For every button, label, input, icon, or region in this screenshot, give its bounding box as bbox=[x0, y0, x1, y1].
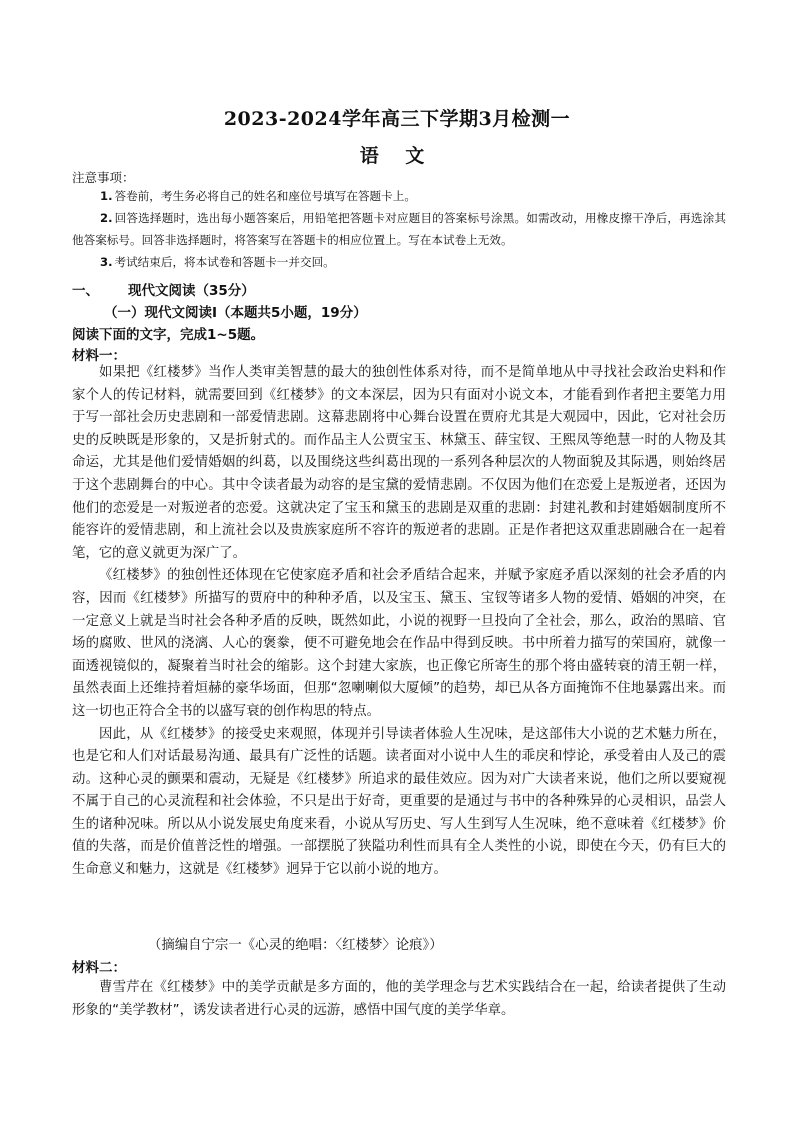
material-one-label: 材料一： bbox=[72, 348, 126, 364]
notice-item-text: 考试结束后，将本试卷和答题卡一并交回。 bbox=[114, 255, 335, 269]
notice-item-number: 2. bbox=[100, 211, 113, 225]
material-one-text bbox=[72, 362, 726, 882]
section-heading bbox=[72, 279, 255, 299]
paragraph: 曹雪芹在《红楼梦》中的美学贡献是多方面的，他的美学理念与艺术实践结合在一起，给读者提供了生动形象的“美学教材”，诱发读者进行心灵的远游，感悟中国气度的美学华章。 bbox=[72, 980, 726, 1018]
notice-item-number: 1. bbox=[100, 189, 113, 203]
notice-list bbox=[72, 185, 726, 273]
notice-heading: 注意事项： bbox=[72, 170, 135, 185]
paragraph: 因此，从《红楼梦》的接受史来观照，体现并引导读者体验人生况味，是这部伟大小说的艺术魅力所在，也是它和人们对话最易沟通、最具有广泛性的话题。读者面对小说中人生的乖戾和悖论，承受着由人及己的震动。这种心灵的颤栗和震动，无疑是《红楼梦》所追求的最佳效应。因为对广大读者来说，他们之所以要窥视不属于自己的心灵流程和社会体验，不只是出于好奇，更重要的是通过与书中的各种殊异的心灵相识，品尝人生的诸种况味。所以从小说发展史角度来看，小说从写历史、写人生到写人生况味，绝不意味着《红楼梦》价值的失落，而是价值普泛性的增强。一部摆脱了狭隘功利性而具有全人类性的小说，即使在今天，仍有巨大的生命意义和魅力，这就是《红楼梦》迥异于它以前小说的地方。 bbox=[72, 726, 726, 878]
section-number: 一、 bbox=[72, 283, 99, 299]
paragraph: 《红楼梦》的独创性还体现在它使家庭矛盾和社会矛盾结合起来，并赋予家庭矛盾以深刻的社会矛盾的内容，因而《红楼梦》所描写的贾府中的种种矛盾，以及宝玉、黛玉、宝钗等诸多人物的爱情、婚姻的冲突，在一定意义上就是当时社会各种矛盾的反映，既然如此，小说的视野一旦投向了全社会，那么，政治的黑暗、官场的腐败、世风的浇漓、人心的褒豢，便不可避免地会在作品中得到反映。书中所着力描写的荣国府，就像一面透视镜似的，凝聚着当时社会的缩影。这个封建大家族，也正像它所寄生的那个将由盛转衰的清王朝一样，虽然表面上还维持着烜赫的豪华场面，但那“忽喇喇似大厦倾”的趋势，却已从各方面掩饰不住地暴露出来。而这一切也正符合全书的以盛写衰的创作构思的特点。 bbox=[72, 568, 726, 719]
notice-item-number: 3. bbox=[100, 255, 113, 269]
notice-item-text: 回答选择题时，选出每小题答案后，用铅笔把答题卡对应题目的答案标号涂黑。如需改动，用橡皮擦干净后，再选涂其他答案标号。回答非选择题时，将答案写在答题卡的相应位置上。写在本试卷上无效。 bbox=[72, 211, 726, 247]
paragraph: 如果把《红楼梦》当作人类审美智慧的最大的独创性体系对待，而不是简单地从中寻找社会政治史料和作家个人的传记材料，就需要回到《红楼梦》的文本深层，因为只有面对小说文本，才能看到作者把主要笔力用于写一部社会历史悲剧和一部爱情悲剧。这幕悲剧将中心舞台设置在贾府尤其是大观园中，因此，它对社会历史的反映既是形象的，又是折射式的。而作品主人公贾宝玉、林黛玉、薛宝钗、王熙凤等绝慧一时的人物及其命运，尤其是他们爱情婚姻的纠葛，以及围绕这些纠葛出现的一系列各种层次的人物面貌及其际遇，则始终居于这个悲剧舞台的中心。其中令读者最为动容的是宝黛的爱情悲剧。不仅因为他们在恋爱上是叛逆者，还因为他们的恋爱是一对叛逆者的恋爱。这就决定了宝玉和黛玉的悲剧是双重的悲剧：封建礼教和封建婚姻制度所不能容许的爱情悲剧，和上流社会以及贵族家庭所不容许的叛逆者的悲剧。正是作者把这双重悲剧融合在一起着笔，它的意义就更为深广了。 bbox=[72, 365, 726, 561]
exam-title: 2023-2024学年高三下学期3月检测一 bbox=[223, 108, 571, 130]
notice-item bbox=[72, 185, 726, 207]
notice-item bbox=[72, 207, 726, 251]
reading-instruction: 阅读下面的文字，完成1~5题。 bbox=[72, 327, 265, 343]
material-one-source: （摘编自宁宗一《心灵的绝唱：〈红楼梦〉论痕》） bbox=[148, 938, 443, 953]
material-two-label: 材料二： bbox=[72, 960, 126, 976]
subsection-heading: （一）现代文阅读Ⅰ（本题共5小题，19分） bbox=[104, 305, 367, 321]
section-title: 现代文阅读（35分） bbox=[128, 283, 255, 299]
material-two-text bbox=[72, 977, 726, 1022]
notice-item bbox=[72, 251, 726, 273]
exam-subject: 语 文 bbox=[359, 145, 435, 167]
notice-item-text: 答卷前，考生务必将自己的姓名和座位号填写在答题卡上。 bbox=[114, 189, 416, 203]
